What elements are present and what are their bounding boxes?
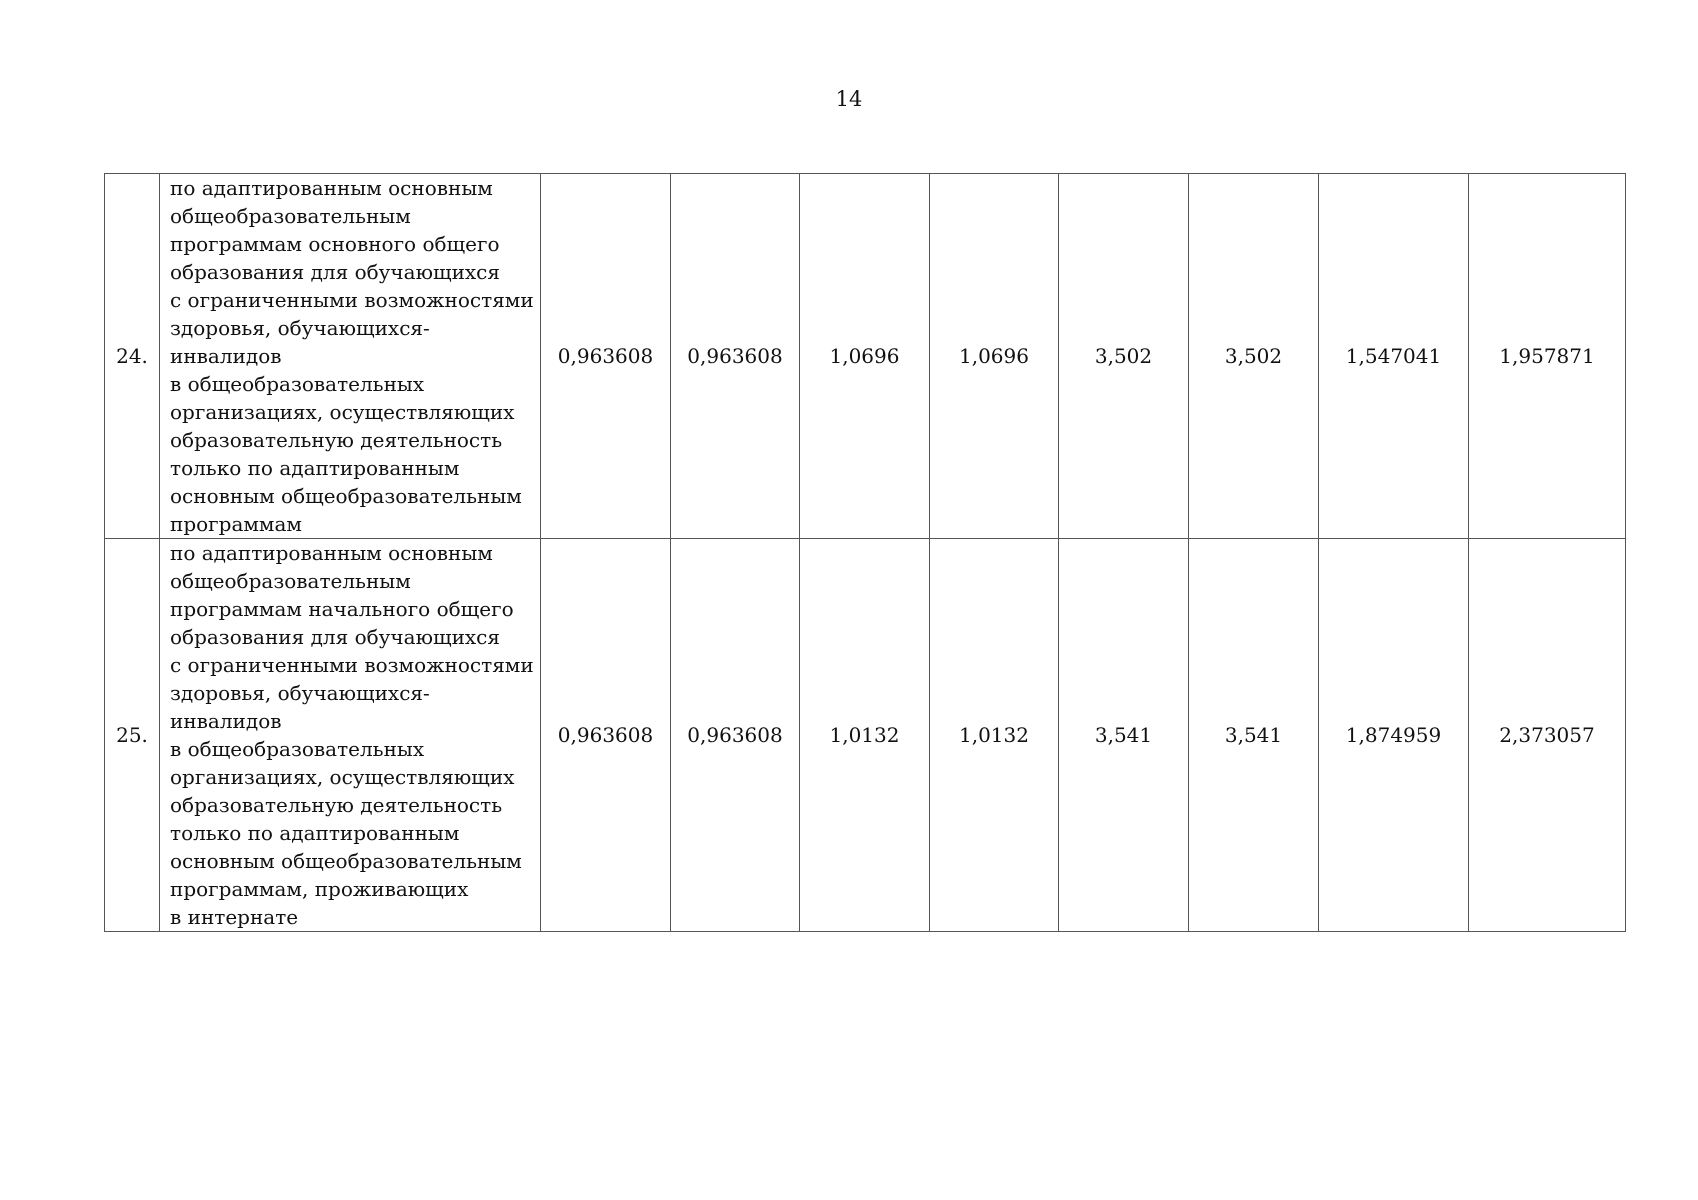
description-line: основным общеобразовательным bbox=[170, 849, 522, 873]
description-line: с ограниченными возможностями bbox=[170, 653, 534, 677]
table-row bbox=[105, 539, 1626, 932]
page-number: 14 bbox=[835, 87, 863, 111]
description-line: здоровья, обучающихся- bbox=[170, 316, 430, 340]
description-line: в общеобразовательных bbox=[170, 737, 425, 761]
description-line: образования для обучающихся bbox=[170, 625, 500, 649]
description-line: основным общеобразовательным bbox=[170, 484, 522, 508]
coefficients-table bbox=[104, 173, 1626, 932]
description-line: с ограниченными возможностями bbox=[170, 288, 534, 312]
value-cell: 0,963608 bbox=[671, 539, 800, 932]
value-cell: 0,963608 bbox=[671, 174, 800, 539]
value-cell: 1,0132 bbox=[800, 539, 930, 932]
value-cell: 1,0132 bbox=[930, 539, 1059, 932]
description-line: организациях, осуществляющих bbox=[170, 400, 515, 424]
description-line: здоровья, обучающихся- bbox=[170, 681, 430, 705]
description-line: в интернате bbox=[170, 905, 299, 929]
description-line: образования для обучающихся bbox=[170, 260, 500, 284]
description-line: программам, проживающих bbox=[170, 877, 469, 901]
row-number: 25. bbox=[105, 539, 160, 932]
value-cell: 3,541 bbox=[1059, 539, 1189, 932]
description-line: в общеобразовательных bbox=[170, 372, 425, 396]
description-line: только по адаптированным bbox=[170, 821, 460, 845]
row-description bbox=[160, 174, 541, 539]
description-line: по адаптированным основным bbox=[170, 176, 493, 200]
description-line: программам начального общего bbox=[170, 597, 514, 621]
description-line: программам bbox=[170, 512, 302, 536]
description-line: организациях, осуществляющих bbox=[170, 765, 515, 789]
value-cell: 1,547041 bbox=[1319, 174, 1469, 539]
description-line: общеобразовательным bbox=[170, 569, 411, 593]
value-cell: 1,957871 bbox=[1469, 174, 1626, 539]
row-description bbox=[160, 539, 541, 932]
description-line: только по адаптированным bbox=[170, 456, 460, 480]
value-cell: 1,0696 bbox=[930, 174, 1059, 539]
value-cell: 3,502 bbox=[1059, 174, 1189, 539]
value-cell: 3,502 bbox=[1189, 174, 1319, 539]
description-line: программам основного общего bbox=[170, 232, 500, 256]
value-cell: 0,963608 bbox=[541, 539, 671, 932]
value-cell: 3,541 bbox=[1189, 539, 1319, 932]
value-cell: 1,0696 bbox=[800, 174, 930, 539]
description-line: общеобразовательным bbox=[170, 204, 411, 228]
description-line: образовательную деятельность bbox=[170, 793, 503, 817]
description-line: по адаптированным основным bbox=[170, 541, 493, 565]
value-cell: 1,874959 bbox=[1319, 539, 1469, 932]
table-row bbox=[105, 174, 1626, 539]
description-line: образовательную деятельность bbox=[170, 428, 503, 452]
description-line: инвалидов bbox=[170, 344, 282, 368]
value-cell: 0,963608 bbox=[541, 174, 671, 539]
description-line: инвалидов bbox=[170, 709, 282, 733]
value-cell: 2,373057 bbox=[1469, 539, 1626, 932]
row-number: 24. bbox=[105, 174, 160, 539]
